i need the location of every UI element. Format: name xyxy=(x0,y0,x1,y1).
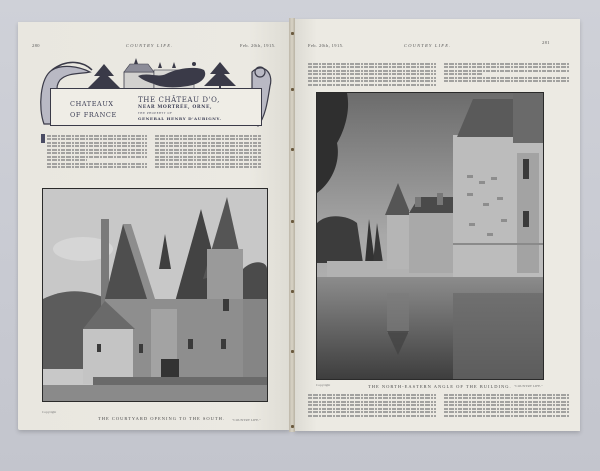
stitch-mark xyxy=(291,148,294,151)
left-photo-credit-magazine: "COUNTRY LIFE." xyxy=(232,418,261,422)
right-page-date: Feb. 20th, 1915. xyxy=(308,43,344,48)
left-page-date: Feb. 20th, 1915. xyxy=(240,43,276,48)
stitch-mark xyxy=(291,220,294,223)
right-photo-credit-copyright: Copyright xyxy=(316,383,331,387)
stitch-mark xyxy=(291,290,294,293)
courtyard-photo xyxy=(42,188,268,402)
chateau-moat-image xyxy=(317,93,543,379)
stitch-mark xyxy=(291,88,294,91)
chateau-courtyard-image xyxy=(43,189,267,401)
article-title: THE CHÂTEAU D'O, xyxy=(138,96,220,104)
stitch-mark xyxy=(291,425,294,428)
article-subtitle: NEAR MORTRÉE, ORNE, xyxy=(138,105,213,110)
left-photo-credit-copyright: Copyright xyxy=(42,410,57,414)
north-eastern-angle-photo xyxy=(316,92,544,380)
right-running-title: COUNTRY LIFE. xyxy=(404,43,452,48)
right-photo-caption: THE NORTH-EASTERN ANGLE OF THE BUILDING. xyxy=(368,384,512,389)
right-top-column-2 xyxy=(444,61,570,85)
owner-name: GENERAL HENRY D'AUBIGNY. xyxy=(138,116,222,121)
property-label: THE PROPERTY OF xyxy=(138,112,173,115)
drop-cap-initial xyxy=(41,134,45,143)
left-body-column-1 xyxy=(47,133,147,183)
left-photo-caption: THE COURTYARD OPENING TO THE SOUTH. xyxy=(98,416,225,421)
stitch-mark xyxy=(291,350,294,353)
left-page-number: 280 xyxy=(32,43,40,48)
right-bottom-column-1 xyxy=(308,392,436,422)
stitch-mark xyxy=(291,32,294,35)
left-running-title: COUNTRY LIFE. xyxy=(126,43,174,48)
right-top-column-1 xyxy=(308,61,436,89)
right-photo-credit-magazine: "COUNTRY LIFE." xyxy=(514,384,543,388)
series-label-line2: OF FRANCE xyxy=(70,111,117,119)
right-page-number: 281 xyxy=(542,40,550,45)
binding-spine xyxy=(289,18,295,432)
left-body-column-2 xyxy=(155,133,261,183)
article-banner xyxy=(38,58,272,130)
right-bottom-column-2 xyxy=(444,392,570,422)
series-label-line1: CHATEAUX xyxy=(70,100,114,108)
